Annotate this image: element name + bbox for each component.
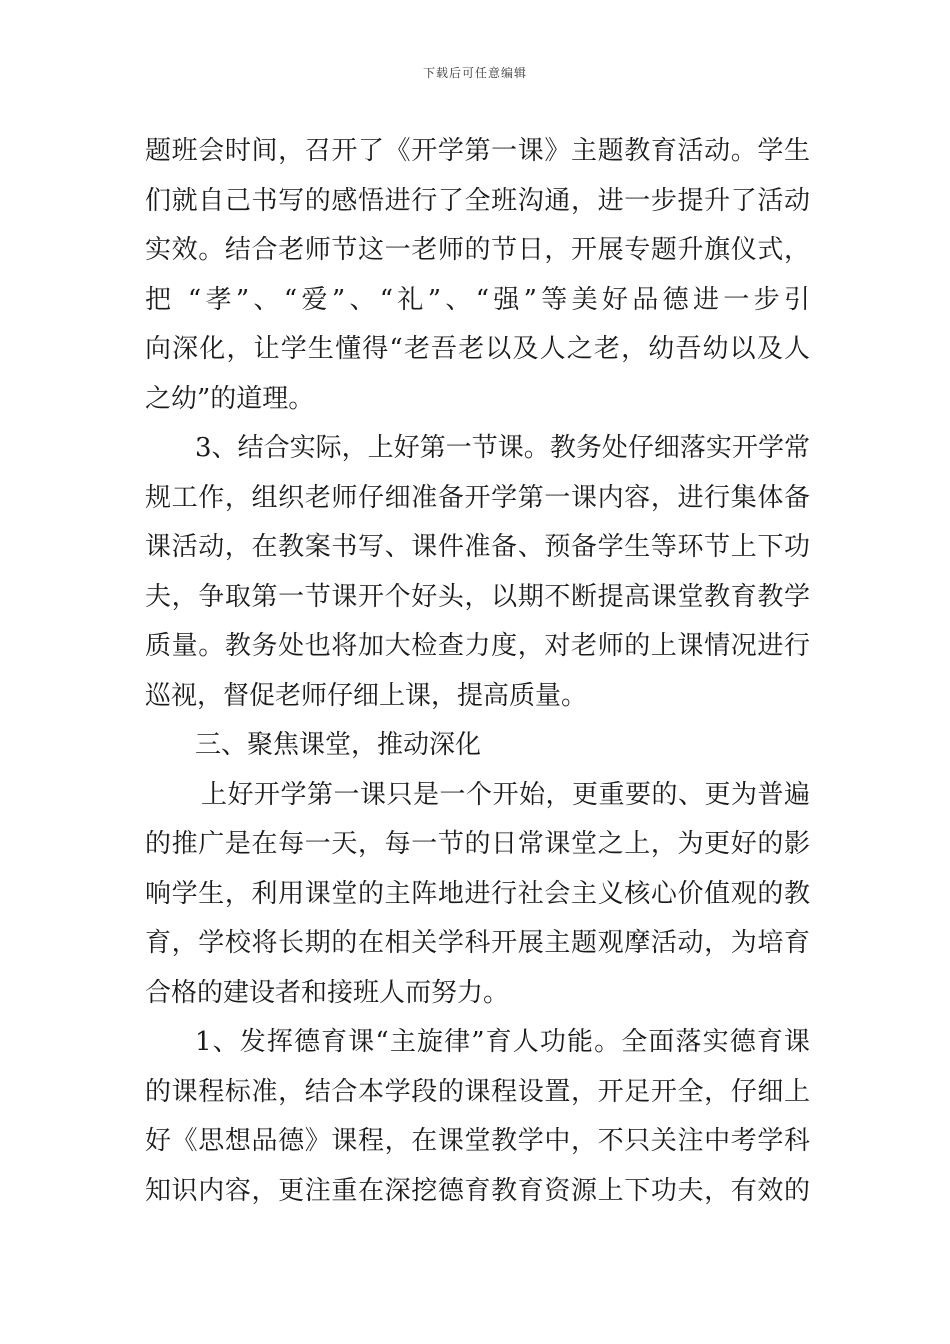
text-line: 的课程标准，结合本学段的课程设置，开足开全，仔细上 — [145, 1076, 810, 1107]
text-line: 育，学校将长期的在相关学科开展主题观摩活动，为培育 — [145, 928, 810, 958]
text-line: 上好开学第一课只是一个开始，更重要的、更为普遍 — [201, 779, 810, 810]
text-line: 把 “孝”、“爱”、“礼”、“强”等美好品德进一步引 — [145, 284, 810, 315]
text-line: 响学生，利用课堂的主阵地进行社会主义核心价值观的教 — [145, 878, 810, 909]
text-line: 3、结合实际，上好第一节课。教务处仔细落实开学常 — [195, 433, 810, 463]
text-line: 之幼”的道理。 — [145, 383, 315, 414]
page-header: 下载后可任意编辑 — [422, 66, 527, 80]
text-line: 规工作，组织老师仔细准备开学第一课内容，进行集体备 — [145, 482, 810, 513]
text-line: 合格的建设者和接班人而努力。 — [145, 977, 510, 1008]
text-line: 质量。教务处也将加大检查力度，对老师的上课情况进行 — [145, 631, 810, 661]
text-line: 1、发挥德育课“主旋律”育人功能。全面落实德育课 — [195, 1027, 810, 1057]
text-line: 的推广是在每一天，每一节的日常课堂之上，为更好的影 — [145, 829, 810, 859]
text-line: 知识内容，更注重在深挖德育教育资源上下功夫，有效的 — [145, 1175, 810, 1206]
text-line: 们就自己书写的感悟进行了全班沟通，进一步提升了活动 — [145, 185, 810, 216]
text-line: 题班会时间，召开了《开学第一课》主题教育活动。学生 — [145, 136, 810, 166]
section-heading: 三、聚焦课堂，推动深化 — [195, 730, 482, 760]
text-line: 课活动，在教案书写、课件准备、预备学生等环节上下功 — [145, 532, 810, 562]
text-line: 夫，争取第一节课开个好头，以期不断提高课堂教育教学 — [145, 581, 810, 612]
text-line: 向深化，让学生懂得“老吾老以及人之老，幼吾幼以及人 — [145, 334, 810, 364]
text-line: 巡视，督促老师仔细上课，提高质量。 — [145, 680, 588, 711]
document-body — [145, 127, 810, 1216]
text-line: 实效。结合老师节这一老师的节日，开展专题升旗仪式， — [145, 235, 810, 265]
text-line: 好《思想品德》课程，在课堂教学中，不只关注中考学科 — [145, 1126, 810, 1156]
